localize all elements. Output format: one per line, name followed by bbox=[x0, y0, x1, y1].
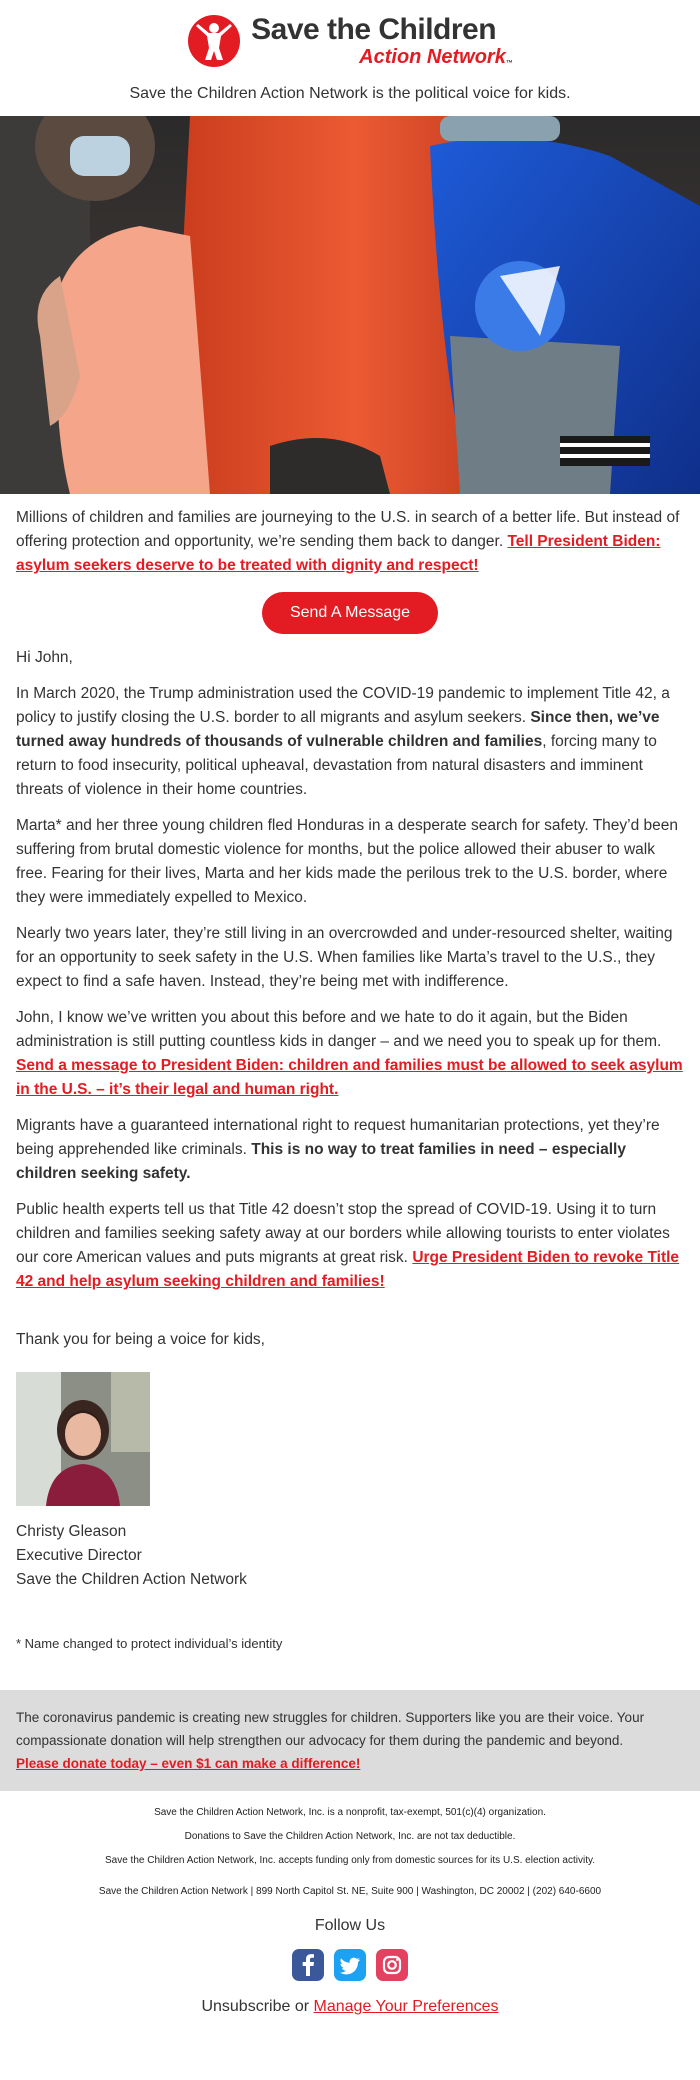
intro-petition-link[interactable]: Tell President Biden: asylum seekers deserve to be treated with dignity and respect! bbox=[16, 533, 661, 574]
signature-block bbox=[16, 1520, 684, 1592]
footer-deductible-line: Donations to Save the Children Action Network, Inc. are not tax deductible. bbox=[184, 1831, 516, 1842]
paragraph-rights: Migrants have a guaranteed international right to request humanitarian protections, yet they’re being apprehended like criminals. This is no way to treat families in need – especially children seeking safety. bbox=[16, 1117, 660, 1182]
footer-address: Save the Children Action Network | 899 North Capitol St. NE, Suite 900 | Washington, DC 20002 | (202) 640-6600 bbox=[98, 1886, 602, 1897]
paragraph-title42: In March 2020, the Trump administration used the COVID-19 pandemic to implement Title 42, a policy to justify closing the U.S. border to all migrants and asylum seekers. Since then, we’ve turned away hundreds of thousands of vulnerable children and families, forcing many to return to food insecurity, political upheaval, devastation from natural disasters and imminent threats of violence in their home countries. bbox=[16, 685, 670, 798]
tagline: Save the Children Action Network is the political voice for kids. bbox=[129, 85, 571, 102]
logo-subwordmark: Action Network™ bbox=[359, 46, 513, 68]
send-message-link[interactable]: Send a message to President Biden: children and families must be allowed to seek asylum in the U.S. – it’s their legal and human right. bbox=[16, 1057, 683, 1098]
signer-title: Executive Director bbox=[16, 1547, 142, 1564]
follow-us-label: Follow Us bbox=[314, 1917, 386, 1934]
footer-nonprofit-line: Save the Children Action Network, Inc. is a nonprofit, tax-exempt, 501(c)(4) organization. bbox=[154, 1807, 546, 1818]
trademark: ™ bbox=[505, 60, 513, 67]
donate-box bbox=[0, 1690, 700, 1791]
instagram-icon[interactable] bbox=[376, 1949, 408, 1981]
unsubscribe-row bbox=[0, 1995, 700, 2019]
greeting: Hi John, bbox=[16, 649, 73, 666]
unsubscribe-text[interactable]: Unsubscribe or bbox=[201, 1998, 310, 2015]
logo-wordmark: Save the Children bbox=[251, 13, 497, 46]
intro-paragraph: Millions of children and families are journeying to the U.S. in search of a better life. But instead of offering protection and opportunity, we’re sending them back to danger. Tell President Biden: asylum seekers deserve to be treated with dignity and respect! bbox=[16, 509, 680, 574]
donate-text: The coronavirus pandemic is creating new struggles for children. Supporters like you are their voice. Your compassionate donation will help strengthen our advocacy for them during the pandemic and beyond. bbox=[16, 1710, 645, 1748]
paragraph-shelter: Nearly two years later, they’re still living in an overcrowded and under-resourced shelter, waiting for an opportunity to seek safety in the U.S. When families like Marta’s travel to the U.S., they expect to find a safe haven. Instead, they’re being met with indifference. bbox=[16, 925, 673, 990]
signature-photo bbox=[16, 1372, 150, 1506]
footer-funding-line: Save the Children Action Network, Inc. accepts funding only from domestic sources for its U.S. election activity. bbox=[104, 1855, 596, 1866]
social-links bbox=[0, 1949, 700, 1981]
stc-figure-logo-icon bbox=[187, 14, 241, 68]
revoke-title42-link[interactable]: Urge President Biden to revoke Title 42 and help asylum seeking children and families! bbox=[16, 1249, 680, 1290]
signoff: Thank you for being a voice for kids, bbox=[16, 1331, 265, 1348]
signer-name: Christy Gleason bbox=[16, 1523, 127, 1540]
send-message-button[interactable]: Send A Message bbox=[262, 592, 438, 634]
paragraph-marta-story: Marta* and her three young children fled Honduras in a desperate search for safety. They’d been suffering from brutal domestic violence for months, but the police allowed their abuser to walk free. Fearing for their lives, Marta and her kids made the perilous trek to the U.S. border, where they were immediately expelled to Mexico. bbox=[16, 817, 679, 906]
paragraph-public-health: Public health experts tell us that Title 42 doesn’t stop the spread of COVID-19. Using it to turn children and families seeking safety away at our borders while allowing tourists to enter violates our core American values and puts migrants at great risk. Urge President Biden to revoke Title 42 and help asylum seeking children and families! bbox=[16, 1201, 680, 1290]
name-change-note: * Name changed to protect individual’s identity bbox=[16, 1636, 283, 1651]
email-body bbox=[0, 506, 700, 1656]
facebook-icon[interactable] bbox=[292, 1949, 324, 1981]
logo[interactable] bbox=[187, 14, 513, 68]
manage-preferences-link[interactable]: Manage Your Preferences bbox=[313, 1998, 499, 2015]
twitter-icon[interactable] bbox=[334, 1949, 366, 1981]
email-header bbox=[0, 0, 700, 103]
donate-link[interactable]: Please donate today – even $1 can make a difference! bbox=[16, 1756, 361, 1771]
paragraph-ask: John, I know we’ve written you about this before and we hate to do it again, but the Biden administration is still putting countless kids in danger – and we need you to speak up for them. Send a message to President Biden: children and families must be allowed to seek asylum in the U.S. – it’s their legal and human right. bbox=[16, 1009, 683, 1098]
footer bbox=[0, 1791, 700, 2019]
hero-image bbox=[0, 116, 700, 494]
signer-org: Save the Children Action Network bbox=[16, 1571, 247, 1588]
